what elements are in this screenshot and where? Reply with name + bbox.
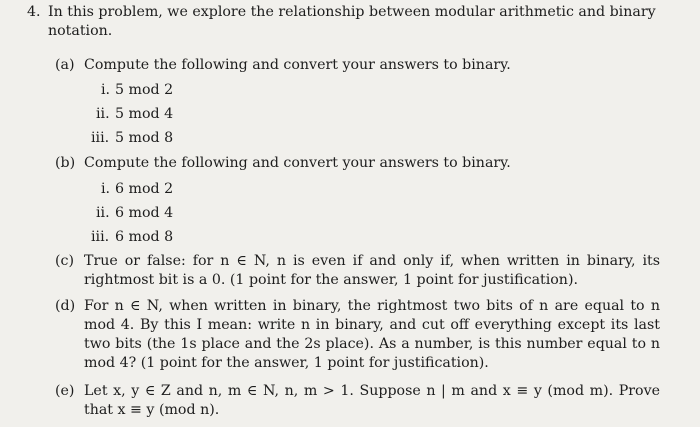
part-d-line1: For n ∈ N, when written in binary, the rightmost two bits of n are equal to n: [84, 298, 660, 314]
part-d-line2: mod 4. By this I mean: write n in binary, and cut off everything except its last: [84, 317, 660, 333]
part-d-line3: two bits (the 1s place and the 2s place). As a number, is this number equal to n: [84, 336, 660, 352]
part-a-item-3-text: 5 mod 8: [115, 130, 174, 146]
part-a-item-3-label: iii.: [91, 130, 110, 146]
part-e-line2: that x ≡ y (mod n).: [84, 402, 220, 418]
part-b-item-2-text: 6 mod 4: [115, 205, 174, 221]
part-d-line4: mod 4? (1 point for the answer, 1 point for justification).: [84, 355, 489, 371]
part-b-item-3-text: 6 mod 8: [115, 229, 174, 245]
part-b-item-2-label: ii.: [96, 205, 110, 221]
part-a-item-2-text: 5 mod 4: [115, 106, 174, 122]
part-e-line1: Let x, y ∈ Z and n, m ∈ N, n, m > 1. Suppose n | m and x ≡ y (mod m). Prove: [84, 383, 660, 399]
part-a-item-2-label: ii.: [96, 106, 110, 122]
part-b-item-1-text: 6 mod 2: [115, 181, 174, 197]
part-c-line1: True or false: for n ∈ N, n is even if and only if, when written in binary, its: [84, 253, 660, 269]
part-e-label: (e): [55, 383, 75, 399]
part-d-label: (d): [55, 298, 76, 314]
problem-intro-line1: In this problem, we explore the relationship between modular arithmetic and binary: [48, 4, 656, 20]
part-a-item-1-label: i.: [101, 82, 111, 98]
part-b-prompt: Compute the following and convert your answers to binary.: [84, 155, 511, 171]
part-b-item-1-label: i.: [101, 181, 111, 197]
part-b-item-3-label: iii.: [91, 229, 110, 245]
part-b-label: (b): [55, 155, 76, 171]
part-a-prompt: Compute the following and convert your answers to binary.: [84, 57, 511, 73]
problem-intro-line2: notation.: [48, 23, 113, 39]
part-c-line2: rightmost bit is a 0. (1 point for the answer, 1 point for justification).: [84, 272, 578, 288]
problem-number: 4.: [27, 4, 41, 20]
part-a-item-1-text: 5 mod 2: [115, 82, 174, 98]
part-a-label: (a): [55, 57, 75, 73]
part-c-label: (c): [55, 253, 75, 269]
